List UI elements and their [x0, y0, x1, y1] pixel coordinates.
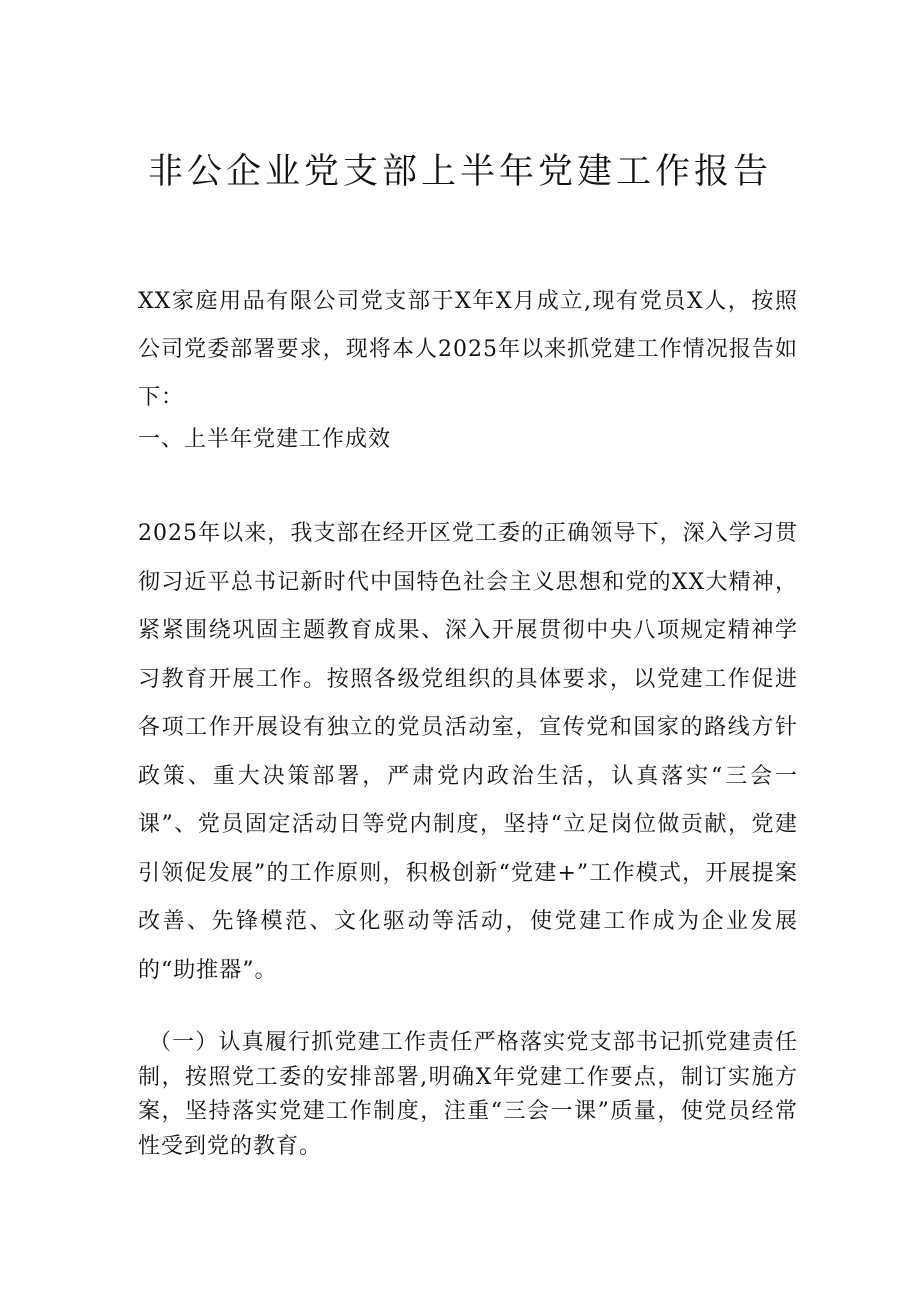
section-heading: 一、上半年党建工作成效	[138, 427, 392, 452]
document-title: 非公企业党支部上半年党建工作报告	[147, 152, 772, 192]
section-body-paragraph: 2025年以来，我支部在经开区党工委的正确领导下，深入学习贯彻习近平总书记新时代中国特色社会主义思想和党的XX大精神，紧紧围绕巩固主题教育成果、深入开展贯彻中央八项规定精神学习教育开展工作。按照各级党组织的具体要求，以党建工作促进各项工作开展设有独立的党员活动室，宣传党和国家的路线方针政策、重大决策部署，严肃党内政治生活，认真落实“三会一课”、党员固定活动日等党内制度，坚持“立足岗位做贡献，党建引领促发展”的工作原则，积极创新“党建+”工作模式，开展提案改善、先锋模范、文化驱动等活动，使党建工作成为企业发展的“助推器”。	[138, 521, 798, 983]
subsection-paragraph: （一）认真履行抓党建工作责任严格落实党支部书记抓党建责任制，按照党工委的安排部署,明确X年党建工作要点，制订实施方案，坚持落实党建工作制度，注重“三会一课”质量，使党员经常性受到党的教育。	[138, 1030, 798, 1159]
intro-paragraph: XX家庭用品有限公司党支部于X年X月成立,现有党员X人，按照公司党委部署要求，现将本人2025年以来抓党建工作情况报告如下：	[138, 289, 798, 410]
